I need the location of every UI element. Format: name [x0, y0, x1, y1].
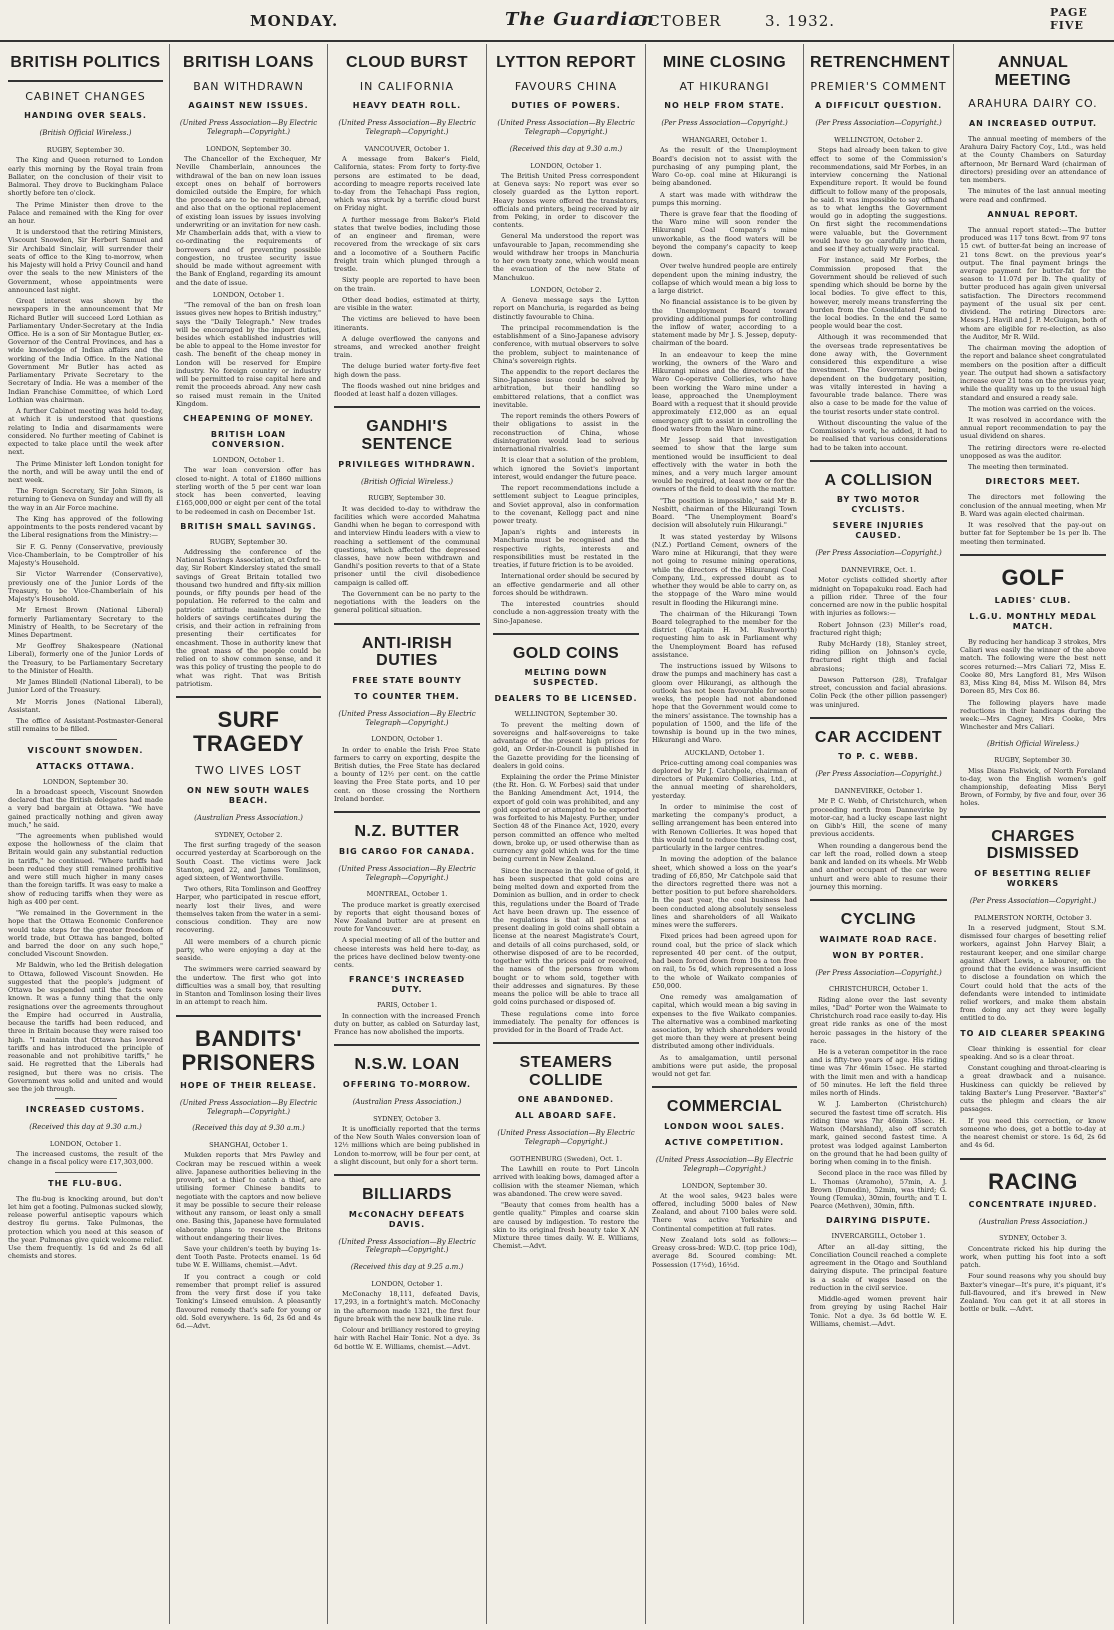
credit-line: (United Press Association—By Electric Telegraph—Copyright.): [338, 864, 476, 882]
deck: WON BY PORTER.: [832, 950, 925, 960]
divider: [334, 1044, 480, 1046]
paragraph: All were members of a church picnic party, who were enjoying a day at the seaside.: [176, 937, 321, 963]
paragraph: The victims are believed to have been itinerants.: [334, 315, 480, 332]
divider: [960, 554, 1106, 556]
paragraph: In an endeavour to keep the mine working, the owners of the Waro and Hikurangi mines and the directors of the Waro Co-operative Collieries, who have been working the Waro mine under a lease, approached the Unemployment Board with a request that it should provide approximately £12,000 as an equal emergency gift to assist in controlling the flood waters from the Waro mine.: [652, 350, 797, 433]
deck: HOPE OF THEIR RELEASE.: [180, 1080, 317, 1090]
paragraph: Great interest was shown by the newspapers in the announcement that Mr Richard Butler will succeed Lord Lothian as Parliamentary Under-Secretary at the India Office. He is a son of Sir Montague Butler, ex-Governor of the Central Provinces, and has a wide knowledge of Indian affairs and the working of the India Office. In the National Government Mr Butler has acted as Parliamentary Private Secretary to the Secretary of India. He was a member of the Indian Franchise Committee, of which Lord Lothian was chairman.: [8, 297, 163, 404]
dateline: SYDNEY, October 3.: [999, 1234, 1067, 1243]
paragraph: The Prime Minister then drove to the Palace and remained with the King for over an hour.: [8, 200, 163, 225]
deck: TO AID CLEARER SPEAKING: [960, 1028, 1106, 1038]
deck: AN INCREASED OUTPUT.: [968, 118, 1098, 128]
headline: BANDITS' PRISONERS: [181, 1025, 316, 1075]
paragraph: No financial assistance is to be given by the Unemployment Board toward providing additional pumps for controlling the inflow of water, according to a statement made by Mr J. S. Jessep, deputy-chairman of the board.: [652, 298, 797, 348]
paragraph: It was decided to-day to withdraw the facilities which were accorded Mahatma Gandhi when he began to correspond with and interview Hindu leaders with a view to reaching a settlement of the communal questions, which affected the depressed classes, have now been withdrawn and Gandhi's position reverts to that of a State prisoner until the civil disobedience campaign is called off.: [334, 504, 480, 587]
paragraph: International order should be secured by an effective gendarmerie and all other forces should be withdrawn.: [493, 572, 639, 597]
dateline: LONDON, October 2.: [530, 285, 602, 294]
paragraph: A message from Baker's Field, California, states: From forty to forty-five persons are estimated to be dead, according to meagre reports received late to-day from the Tehachapi Pass region, which was struck by a terrific cloud burst on Friday night.: [334, 155, 480, 213]
subheadline: PREMIER'S COMMENT: [810, 79, 947, 93]
masthead-month: OCTOBER: [635, 12, 722, 30]
paragraph: In a broadcast speech, Viscount Snowden declared that the British delegates had made a very bad bargain at Ottawa. "We have gained practically nothing and given away much," he said.: [8, 787, 163, 829]
paragraph: The principal recommendation is the establishment of a Sino-Japanese advisory conference, with mutual observers to solve the problem, subject to maintenance of China's sovereign rights.: [493, 323, 639, 365]
paragraph: A special meeting of all of the butter and cheese interests was held here to-day, as the prices have declined below twenty-one cents.: [334, 936, 480, 970]
paragraph: A further message from Baker's Field states that twelve bodies, including those of an engineer and fireman, were recovered from the wreckage of six cars and a locomotive of a Southern Pacific freight train which plunged through a trestle.: [334, 215, 480, 274]
paragraph: He is a veteran competitor in the race and is fifty-two years of age. His riding time was 7hr 46min 15sec. He started with the limit men and with a handicap of 50 minutes. He left the field three miles north of Hinds.: [810, 1048, 947, 1098]
deck: ONE ABANDONED.: [517, 1095, 615, 1105]
paragraph: By reducing her handicap 3 strokes, Mrs Caliari was easily the winner of the above match. The following were the best nett scores returned:—Mrs Caliari 72, Miss E. Cooke 80, Mrs Langford 81, Mrs Wilson 83, Miss King 84, Miss M. Wilson 84, Mrs Doreen 85, Mrs Cox 86.: [960, 637, 1106, 696]
headline: RETRENCHMENT: [810, 54, 951, 71]
dateline: GOTHENBURG (Sweden), Oct. 1.: [509, 1154, 623, 1163]
dateline: DANNEVIRKE, October 1.: [834, 787, 923, 796]
paragraph: General Ma understood the report was unfavourable to Japan, recommending she would withdraw her troops in Manchuria to her own treaty zone, which would mean the evacuation of the new State of Manchukuo.: [493, 232, 639, 282]
paragraph: There is grave fear that the flooding of the Waro mine will soon render the Hikurangi Coal Company's mine unworkable, as the flood waters will be beyond the company's capacity to keep down.: [652, 209, 797, 260]
credit-line: (United Press Association—By Electric Telegraph—Copyright.): [338, 119, 476, 137]
dateline: LONDON, October 1.: [371, 1279, 443, 1288]
paragraph: "The removal of the ban on fresh loan issues gives new hopes to British industry," says the "Daily Telegraph." New trades will be encouraged by the import duties, besides which established industries will be able to appeal to the Home investor for cash. The benefit of the cheap money in London will be reserved for Empire industry. No foreign country or industry will be permitted to raise capital here and remit the proceeds abroad. Any new cash so raised must remain in the United Kingdom.: [176, 301, 321, 408]
deck: MELTING DOWN SUSPECTED.: [524, 668, 608, 688]
deck: VISCOUNT SNOWDEN.: [27, 745, 144, 755]
credit-line: (Received this day at 9.30 a.m.): [29, 1123, 142, 1132]
deck: OF BESETTING RELIEF WORKERS: [974, 868, 1092, 888]
paragraph: The Foreign Secretary, Sir John Simon, is returning to Geneva on Sunday and will fly all the way in an Air Force machine.: [8, 487, 163, 512]
paragraph: Over twelve hundred people are entirely dependent upon the mining industry, the collapse of which would mean a big loss to a large district.: [652, 262, 797, 296]
credit-line: (Per Press Association—Copyright.): [815, 549, 942, 558]
paragraph: In a reserved judgment, Stout S.M. dismissed four charges of besetting relief workers, against John Harvey Blair, a restaurant keeper, and one similar charge against Albert Lewis, a labourer, on the ground that the evidence was insufficient to disclose a foundation on which the Court could hold that the acts of the defendants were intended to intimidate relief workers, and make them abstain from doing any act they were legally entitled to do.: [960, 923, 1106, 1023]
paragraph: The directors met following the conclusion of the annual meeting, when Mr B. Ward was again elected chairman.: [960, 493, 1106, 518]
column-annual-meeting: [953, 44, 1112, 1624]
deck: CHEAPENING OF MONEY.: [183, 414, 314, 424]
column-british-loans: [169, 44, 327, 1624]
deck: LADIES' CLUB.: [994, 595, 1072, 605]
deck: SEVERE INJURIES CAUSED.: [832, 521, 925, 541]
paragraph: Since the increase in the value of gold, it has been suspected that gold coins are being melted down and exported from the Dominion as bullion, and in order to check this, regulations under the Board of Trade Act have been drawn up. The essence of the regulations is that all persons at present dealing in gold coins shall obtain a license at the nearest Magistrate's Court, and details of all coins purchased, sold, or otherwise disposed of are to be recorded, together with the prices paid or received, the names of the persons from whom bought or to whom sold, together with their addresses and signatures. By these means the police will be able to trace all gold coins purchased or disposed of.: [493, 866, 639, 1007]
headline: COMMERCIAL: [666, 1098, 783, 1116]
subheadline: CABINET CHANGES: [25, 89, 146, 103]
divider: [810, 899, 947, 901]
paragraph: Steps had already been taken to give effect to some of the Commission's recommendations, said Mr Forbes, in an interview concerning the National Expenditure report. It would be found difficult to follow many of the proposals, he said. It was impossible to say offhand as to what lengths the Government would go in adopting the suggestions. On first sight the recommendations were valuable, but the Government would have to go carefully into them, and see if they actually were practical.: [810, 146, 947, 254]
paragraph: Sir F. G. Penny (Conservative, previously Vice-Chamberlain, to be Comptroller of his Majesty's Household.: [8, 542, 163, 568]
paragraph: Mr P. C. Webb, of Christchurch, when proceeding north from Dannevirke by motor-car, had a lucky escape last night on Gibb's Hill, the scene of many previous accidents.: [810, 797, 947, 839]
headline: ANTI-IRISH DUTIES: [361, 634, 453, 670]
deck: ALL ABOARD SAFE.: [515, 1111, 617, 1121]
credit-line: (Received this day at 9.25 a.m.): [350, 1263, 464, 1272]
paragraph: The report recommendations include a settlement subject to League principles, and Soviet approval, also in conformation to the covenant, Kellogg pact and nine power treaty.: [493, 484, 639, 525]
paragraph: The deluge buried water forty-five feet high down the pass.: [334, 362, 480, 379]
divider: [176, 1015, 321, 1017]
divider: [960, 816, 1106, 818]
dateline: DANNEVIRKE, Oct. 1.: [841, 566, 916, 575]
deck: WAIMATE ROAD RACE.: [819, 934, 938, 944]
divider: [334, 811, 480, 813]
advertisement: "Beauty that comes from health has a gentle quality." Pimples and coarse skin are caused by indigestion. To restore the skin to its original fresh beauty take X AN Mixture three times daily. W. E. Williams, Chemist.—Advt.: [493, 1201, 639, 1251]
paragraph: The increased customs, the result of the change in a fiscal policy were £17,303,000.: [8, 1150, 163, 1167]
divider: [334, 623, 480, 625]
deck: McCONACHY DEFEATS DAVIS.: [348, 1209, 466, 1229]
paragraph: McConachy 18,111, defeated Davis, 17,293, in a fortnight's match. McConachy in the afternoon made 1321, the first four figure break with the new baulk line rule.: [334, 1290, 480, 1323]
paragraph: Motor cyclists collided shortly after midnight on Topapakuku road. Each had a pillion rider. Three of the four concerned are now in the public hospital with injuries as follows:—: [810, 576, 947, 618]
paragraph: W. J. Lamberton (Christchurch) secured the fastest time off scratch. His riding time was 7hr 46min 35sec. H. Watson (Marshland), also off scratch mark, gained second fastest time. A protest was lodged against Lamberton on the ground that he had been guilty of boring when coming in to the finish.: [810, 1100, 947, 1167]
paragraph: Concentrate ricked his hip during the work, when putting his foot into a soft patch.: [960, 1244, 1106, 1270]
advertisement: The flu-bug is knocking around, but don't let him get a footing. Pulmonas sucked slowly, release powerful antiseptic vapours which destroy flu germs. Take Pulmonas, the protection which you need at this season of the year. Pulmonas give quick welcome relief. Use them frequently. 1s 6d and 2s 6d all chemists and stores.: [8, 1194, 163, 1261]
dateline: WELLINGTON, October 2.: [834, 136, 923, 145]
subheadline: FAVOURS CHINA: [514, 79, 618, 93]
dateline: LONDON, October 1.: [371, 735, 443, 744]
paragraph: The chairman moving the adoption of the report and balance sheet congratulated members on the position after a difficult year. The output had shown a satisfactory increase over 21 tons on the previous year, while the quality was up to the usual high standard and ensured a ready sale.: [960, 344, 1106, 402]
paragraph: The annual report stated:—The butter produced was 117 tons 8cwt. from 97 tons 15 cwt. of butter-fat being an increase of 21 tons 8cwt. on the previous year's output. The final payment brings the average payment for butter-fat for the season to 11.07d per lb. The quality of butter produced has again given universal satisfaction. The Directors recommend payment of the usual six per cent. dividend. The retiring Directors are: Messrs J. Havill and J. P. McGuigan, both of whom are eligible for re-election, as also the Auditor, Mr R. Wild.: [960, 225, 1106, 341]
paragraph: The instructions issued by Wilsons to draw the pumps and machinery has cast a gloom over Hikurangi, as although the outlook has not been favourable for some weeks, the people had not abandoned hope that the Government would come to the miners' assistance. The township has a population of 1500, and the life of the township is bound up in the two mines, Hikurangi and Waro.: [652, 662, 797, 745]
credit-line: (United Press Association—By Electric Telegraph—Copyright.): [655, 1156, 794, 1173]
paragraph: The floods washed out nine bridges and flooded at least half a dozen villages.: [334, 381, 480, 399]
paragraph: After an all-day sitting, the Conciliation Council reached a complete agreement in the Otago and Southland dairying dispute. The principal feature is a scale of wages based on the reduction in the civil service.: [810, 1242, 947, 1292]
subheadline: AT HIKURANGI: [679, 79, 770, 93]
paragraph: A start was made with withdraw the pumps this morning.: [652, 190, 797, 207]
advertisement: Four sound reasons why you should buy Baxter's vinegar—It's pure, it's piquant, it's full-flavoured, and it's brewed in New Zealand. You can get it at all stores in bottle or bulk. —Advt.: [960, 1272, 1106, 1314]
column-cloud-burst: [327, 44, 486, 1624]
paragraph: When rounding a dangerous bend the car left the road, rolled down a steep bank and landed on its wheels. Mr Webb and another occupant of the car were unhurt and were able to resume their journey this morning.: [810, 841, 947, 891]
paragraph: Two others, Rita Tomlinson and Geoffrey Harper, who participated in rescue effort, nearly lost their lives, and were themselves taken from the water in a semi-conscious condition. They are now recovering.: [176, 885, 321, 935]
divider: [55, 1098, 117, 1099]
credit-line: (United Press Association—By Electric Telegraph—Copyright.): [497, 119, 635, 137]
dateline: LONDON, October 1.: [530, 161, 602, 170]
subheadline: ARAHURA DAIRY CO.: [968, 97, 1098, 111]
paragraph: The Lawhill en route to Port Lincoln arrived with leaking bows, damaged after a collision with the steamer Nieman, which was abandoned. The crew were saved.: [493, 1165, 639, 1198]
divider: [652, 1086, 797, 1088]
paragraph: The annual meeting of members of the Arahura Dairy Factory Coy., Ltd., was held at the County Chambers on Saturday afternoon, Mr Bernard Ward (chairman of directors) presiding over an attendance of ten members.: [960, 134, 1106, 185]
advertisement: Middle-aged women prevent hair from greying by using Rachel Hair Tonic. Not a dye. 3s 6d bottle W. E. Williams, chemist.—Advt.: [810, 1295, 947, 1328]
paragraph: Mr Jessep said that investigation seemed to show that the large sum mentioned would be insufficient to deal effectively with the water in both the mines, and a very much larger amount would be required, at least now or for the owners of the field to deal with the matter.: [652, 436, 797, 494]
dateline: VANCOUVER, October 1.: [364, 144, 450, 153]
credit-line: (United Press Association—By Electric Telegraph—Copyright.): [179, 1098, 318, 1116]
deck: OFFERING TO-MORROW.: [342, 1079, 472, 1089]
advertisement: Clear thinking is essential for clear speaking. And so is a clear throat.: [960, 1044, 1106, 1061]
deck: FRANCE'S INCREASED DUTY.: [348, 975, 466, 995]
divider: [55, 1172, 117, 1173]
paragraph: In order to enable the Irish Free State farmers to carry on exporting, despite the British duties, the Free State has declared a bounty of 12½ per cent. on the cattle leaving the Free State ports, and 10 per cent. on those crossing the Northern Ireland border.: [334, 745, 480, 803]
paragraph: Although it was recommended that the overseas trade representatives be done away with, the Government considered this expenditure a wise investment. The Government, being dependent on the budgetary position, was vitally interested in having a favourable trade balance. There was also a case to be made for the value of the tourist resorts under state control.: [810, 333, 947, 416]
headline: MINE CLOSING: [662, 54, 787, 71]
paragraph: The King has approved of the following appointments to the posts rendered vacant by the Liberal resignations from the Ministry:—: [8, 514, 163, 540]
divider: [334, 1174, 480, 1176]
paragraph: It was resolved that the pay-out on butter fat for September be 1s per lb. The meeting then terminated.: [960, 521, 1106, 546]
headline: A COLLISION: [824, 471, 933, 489]
paragraph: The Chancellor of the Exchequer, Mr Neville Chamberlain, announces the withdrawal of the ban on new loan issues except ones on behalf of borrowers domiciled outside the Empire, for which the proceeds are to be remitted abroad, and also that on the optional replacement of existing loan issues by issues involving underwriting or an invitation for new cash. Mr Chamberlain adds that, with a view to co-ordinating the requirements of borrowers and of preventing possible congestion, no trustee security issue should be made without agreement with the Bank of England, regarding its amount and the date of issue.: [176, 155, 321, 287]
paragraph: Ruby McHardy (18), Stanley street, riding pillion on Johnson's cycle, fractured right thigh and facial abrasions;: [810, 639, 947, 673]
dateline: WELLINGTON, September 30.: [514, 710, 618, 719]
paragraph: Explaining the order the Prime Minister (the Rt. Hon. G. W. Forbes) said that under the Banking Amendment Act, 1914, the export of gold coin was prohibited, and any gold exported or attempted to be exported was forfeited to his Majesty. Further, under Section 48 of the Finance Act, 1920, every person committed an offence who melted down, broke up, or used otherwise than as currency any gold which was for the time being current in New Zealand.: [493, 773, 639, 864]
headline: CHARGES DISMISSED: [986, 827, 1080, 863]
paragraph: The meeting then terminated.: [968, 463, 1069, 472]
deck: NO HELP FROM STATE.: [664, 101, 785, 111]
paragraph: The British United Press correspondent at Geneva says: No report was ever so closely guarded as the Lytton report. Heavy boxes were offered the translators, officials and printers, being received by air from Peking, in order to discover the contents.: [493, 171, 639, 230]
paragraph: Miss Diana Fishwick, of North Foreland to-day, won the English women's golf championship, defeating Miss Beryl Brown, of Formby, by five and four, over 36 holes.: [960, 766, 1106, 808]
dateline: AUCKLAND, October 1.: [684, 748, 765, 757]
paragraph: Mukden reports that Mrs Pawley and Cockran may be rescued within a week alive. Japanese authorities believing in the proverb, set a thief to catch a thief, are utilising former Chinese bandits to negotiate with the captors and now believe it may be possible to secure their release without any ransom, or least only a small one. Basing this, Japanese have formulated elaborate plans to rescue the Britons without endangering their lives.: [176, 1151, 321, 1242]
paragraph: The Government can be no party to the negotiations with the leaders on the general political situation.: [334, 589, 480, 615]
headline: BRITISH POLITICS: [10, 54, 161, 71]
dateline: SYDNEY, October 3.: [373, 1114, 441, 1123]
dateline: LONDON, September 30.: [42, 777, 129, 786]
advertisement: Save your children's teeth by buying 1s-dent Tooth Paste. Protects enamel. 1s 6d tube W. E. Williams, chemist.—Advt.: [176, 1244, 321, 1270]
dateline: PARIS, October 1.: [376, 1001, 438, 1010]
dateline: LONDON, October 1.: [212, 290, 285, 299]
paragraph: The produce market is greatly exercised by reports that eight thousand boxes of New Zealand butter are at present en route for Vancouver.: [334, 900, 480, 934]
deck: ON NEW SOUTH WALES BEACH.: [186, 786, 311, 806]
headline: N.S.W. LOAN: [354, 1056, 460, 1074]
paragraph: "The position is impossible," said Mr B. Nesbitt, chairman of the Hikurangi Town Board. "The Unemployment Board's decision will absolutely ruin Hikurangi.": [652, 496, 797, 530]
credit-line: (Per Press Association—Copyright.): [815, 770, 942, 779]
paragraph: The appendix to the report declares the Sino-Japanese issue could be solved by arbitration, but their handling so embittered relations, that a conflict was inevitable.: [493, 367, 639, 409]
credit-line: (Per Press Association—Copyright.): [661, 119, 788, 128]
credit-line: (Received this day at 9.30 a.m.): [192, 1124, 305, 1133]
credit-line: (United Press Association—By Electric Telegraph—Copyright.): [338, 709, 476, 727]
paragraph: One remedy was amalgamation of capital, which would mean a big saving in expenses to the five Waikato companies. The alternative was a combined marketing association, by which shareholders would get more than they were at present being distributed among other individuals.: [652, 993, 797, 1051]
column-lytton-report: [486, 44, 645, 1624]
deck: BRITISH LOAN CONVERSION.: [210, 430, 287, 450]
paragraph: Sixty people are reported to have been on the train.: [334, 276, 480, 293]
paragraph: At the wool sales, 9423 bales were offered, including 5000 bales of New Zealand, and about 7100 bales were sold. There was active Yorkshire and Continental competition at full rates.: [652, 1191, 797, 1233]
paragraph: Japan's rights and interests in Manchuria must be recognised and the respective rights, interests and responsibilities must be restated in the treaties, if future friction is to be avoided.: [493, 528, 639, 570]
paragraph: Sir Victor Warrender (Conservative), previously one of the Junior Lords of the Treasury, to be Vice-Chamberlain of his Majesty's Household.: [8, 570, 163, 604]
headline: LYTTON REPORT: [496, 54, 636, 71]
paragraph: It is clear that a solution of the problem, which ignored the Soviet's important interest, would endanger the future peace.: [493, 456, 639, 481]
headline: CAR ACCIDENT: [814, 728, 943, 746]
headline: GANDHI'S SENTENCE: [361, 418, 453, 453]
credit-line: (United Press Association—By Electric Telegraph—Copyright.): [338, 1237, 476, 1255]
masthead-day: MONDAY.: [250, 12, 339, 30]
headline: STEAMERS COLLIDE: [519, 1054, 613, 1089]
paragraph: The war loan conversion offer has closed to-night. A total of £1860 millions sterling worth of the 5 per cent war loan stock has been converted, leaving £165,000,000 or eight per cent of the total to be redeemed in cash on December 1st.: [176, 466, 321, 516]
paragraph: Mr James Blindell (National Liberal), to be Junior Lord of the Treasury.: [8, 678, 163, 695]
headline: CYCLING: [840, 911, 917, 929]
dateline: RUGBY, September 30.: [46, 146, 125, 155]
dateline: RUGBY, September 30.: [368, 494, 446, 503]
paragraph: Mr Geoffrey Shakespeare (National Liberal), formerly one of the Junior Lords of the Treasury, to be Parliamentary Secretary to the Minister of Health.: [8, 642, 163, 675]
masthead: [0, 0, 1114, 42]
dateline: CHRISTCHURCH, October 1.: [829, 985, 928, 994]
deck: CONCENTRATE INJURED.: [968, 1199, 1098, 1209]
advertisement: If you contract a cough or cold remember that prompt relief is assured from the very first dose if you take Tonking's Linseed emulsion. A pleasantly flavoured remedy that's safe for young or old. Sold everywhere. 1s 6d, 2s 6d and 4s 6d.—Advt.: [176, 1272, 321, 1331]
paragraph: It is understood that the retiring Ministers, Viscount Snowden, Sir Herbert Samuel and Sir Archibald Sinclair, will surrender their seats of office to the King to-morrow, when his Majesty will hold a Privy Council and hand over the seals to the new Ministers of the Government, whose appointments were announced last night.: [8, 228, 163, 294]
deck: FREE STATE BOUNTY: [352, 675, 462, 685]
dateline: SHANGHAI, October 1.: [209, 1141, 288, 1150]
paragraph: The report reminds the others Powers of their obligations to assist in the reconstruction of China, whose disintegration would lead to serious international rivalries.: [493, 412, 639, 454]
credit-line: (United Press Association—By Electric Telegraph—Copyright.): [179, 119, 318, 137]
paragraph: The King and Queen returned to London early this morning by the Royal train from Ballater, on the conclusion of their visit to Balmoral. They drove to Buckingham Palace shortly before ten o'clock.: [8, 156, 163, 198]
paragraph: In moving the adoption of the balance sheet, which showed a loss on the year's trading of £6,850, Mr Catchpole said that the directors regretted there was not a better position to put before shareholders. In the past year, the coal business had been conducted along absolutely senseless lines and shareholders of all Waikato mines were the sufferers.: [652, 855, 797, 930]
deck: INCREASED CUSTOMS.: [25, 1105, 146, 1115]
subheadline: BAN WITHDRAWN: [193, 79, 304, 93]
deck: ACTIVE COMPETITION.: [664, 1138, 785, 1147]
paragraph: It was resolved in accordance with the annual report recommendation to pay the usual dividend on shares.: [960, 415, 1106, 441]
headline: CLOUD BURST: [346, 54, 468, 71]
column-mine-closing: [645, 44, 803, 1624]
paragraph: "We remained in the Government in the hope that the Ottawa Economic Conference would take steps for the greater freedom of world trade, but Ottawa has banged, bolted and barred the door on any such hope," concluded Viscount Snowden.: [8, 909, 163, 959]
deck: L.G.U. MONTHLY MEDAL MATCH.: [969, 611, 1097, 631]
paragraph: The office of Assistant-Postmaster-General still remains to be filled.: [8, 717, 163, 734]
paragraph: The minutes of the last annual meeting were read and confirmed.: [960, 187, 1106, 204]
credit-line: (Australian Press Association.): [352, 1097, 462, 1106]
credit-line: (British Official Wireless.): [987, 739, 1079, 748]
divider: [810, 717, 947, 719]
paragraph: It is unofficially reported that the terms of the New South Wales conversion loan of 12½ millions which are being published in London to-morrow, will be four per cent, at a slight discount, but only for a short term.: [334, 1124, 480, 1166]
paragraph: For instance, said Mr Forbes, the Commission proposed that the Government should be relieved of such spending which should be borne by the local bodies. To give effect to this, however, merely means transferring the burden from the Consolidated Fund to the local bodies. In the end the same people would bear the cost.: [810, 256, 947, 331]
paragraph: A further Cabinet meeting was held to-day, at which it is understood that questions relating to India and disarmaments were considered. No further meeting of Cabinet is expected to take place until the week after next.: [8, 407, 163, 457]
dateline: SYDNEY, October 2.: [214, 830, 283, 839]
paragraph: Second place in the race was filled by L. Thomas (Aramoho), 57min, A. J. Brown (Dunedin), 52min, was third; G. Young (Temuka), 30min, fourth; and T. I. Pearce (Methven), 30min, fifth.: [810, 1169, 947, 1211]
paragraph: Riding alone over the last seventy miles, "Dad" Porter won the Waimate to Christchurch road race easily to-day. His great ride ranks as one of the most heroic passages in the history of the race.: [810, 995, 947, 1045]
paragraph: Mr Baldwin, who led the British delegation to Ottawa, followed Viscount Snowden. He suggested that the people's judgment of Ottawa be suspended until the facts were known. It was a funny thing that the only resignations over the agreements throughout the Empire had occurred in Australia, because the tariffs had been reduced, and three in Britain because they were raised too high. "I maintain that Ottawa has lowered tariffs and has introduced the principle of reasonable and not prohibitive tariffs," he said. He regretted that the Liberals had resigned, but there was no crisis. The Government was solid and united and would see the job through.: [8, 961, 163, 1093]
dateline: MONTREAL, October 1.: [366, 890, 448, 899]
divider: [8, 80, 163, 82]
deck: TO P. C. WEBB.: [838, 752, 919, 762]
paragraph: Other dead bodies, estimated at thirty, are visible in the water.: [334, 295, 480, 313]
paragraph: A deluge overflowed the canyons and streams, and wrecked another freight train.: [334, 334, 480, 360]
headline: ANNUAL MEETING: [994, 54, 1072, 89]
credit-line: (United Press Association—By Electric Telegraph—Copyright.): [497, 1129, 635, 1147]
paragraph: Robert Johnson (23) Miller's road, fractured right thigh;: [810, 620, 947, 637]
credit-line: (Per Press Association—Copyright.): [815, 968, 942, 977]
headline: BRITISH LOANS: [183, 54, 314, 71]
headline: GOLD COINS: [512, 644, 620, 662]
divider: [960, 1158, 1106, 1160]
paragraph: As the result of the Unemployment Board's decision not to assist with the purchasing of any pumping plant, the Waro Co-op. coal mine at Hikurangi is being abandoned.: [652, 146, 797, 188]
dateline: LONDON, September 30.: [205, 144, 292, 153]
paragraph: In order to minimise the cost of marketing the company's product, a selling arrangement has been entered into with Renown Collieries. It was hoped that this would tend to reduce this trading cost, particularly in the larger centres.: [652, 802, 797, 853]
dateline: WHANGAREI, October 1.: [681, 136, 768, 145]
paragraph: "The agreements when published would expose the hollowness of the claim that Britain would gain any substantial reduction in tariffs," he continued. "Where tariffs had been reduced they still remained prohibitive and were still much higher in many cases than the foreign tariffs. It was easy to make a show of reducing tariffs when they were as high as 400 per cent.: [8, 831, 163, 906]
divider: [176, 696, 321, 698]
divider: [493, 1042, 639, 1044]
paragraph: Without discounting the value of the Commission's work, he added, it had to be realised that various considerations had to be taken into account.: [810, 418, 947, 452]
deck: TO COUNTER THEM.: [354, 691, 460, 701]
deck: BRITISH SMALL SAVINGS.: [180, 521, 317, 531]
divider: [334, 406, 480, 408]
paragraph: The first surfing tragedy of the season occurred yesterday at Scarborough on the South Coast. The victims were Jack Stanton, aged 22, and James Tomlinson, aged sixteen, of Wentworthville.: [176, 841, 321, 883]
advertisement: Colour and brilliancy restored to greying hair with Rachel Hair Tonic. Not a dye. 3s 6d bottle W. E. Williams, chemist.—Advt.: [334, 1326, 480, 1351]
paragraph: New Zealand lots sold as follows:—Greasy cross-bred: W.D.C. (top price 10d), average 8d. Scoured combing: Mt. Possession (17½d), 16½d.: [652, 1235, 797, 1269]
masthead-date: 3. 1932.: [765, 12, 836, 30]
paragraph: The chairman of the Hikurangi Town Board telegraphed to the member for the district (Captain H. M. Rushworth) requesting him to ask in Parliament why the Unemployment Board has refused assistance.: [652, 609, 797, 659]
credit-line: (British Official Wireless.): [361, 477, 453, 486]
masthead-page: PAGE FIVE: [1050, 6, 1088, 32]
deck: HEAVY DEATH ROLL.: [352, 101, 462, 111]
deck: BIG CARGO FOR CANADA.: [339, 846, 475, 856]
deck: BY TWO MOTOR CYCLISTS.: [836, 495, 921, 515]
credit-line: (Per Press Association—Copyright.): [969, 896, 1097, 905]
divider: [810, 460, 947, 462]
dateline: RUGBY, September 30.: [994, 756, 1072, 765]
headline: RACING: [988, 1168, 1078, 1194]
paragraph: As to amalgamation, until personal ambitions were put aside, the proposal would not get far.: [652, 1053, 797, 1079]
headline: N.Z. BUTTER: [354, 823, 460, 841]
paragraph: Dawson Patterson (28), Trafalgar street, concussion and facial abrasions. Colin Peck (the other pillion passenger) was uninjured.: [810, 675, 947, 709]
column-retrenchment: [803, 44, 953, 1624]
credit-line: (Per Press Association—Copyright.): [815, 119, 942, 128]
dateline: RUGBY, September 30.: [209, 537, 288, 546]
deck: HANDING OVER SEALS.: [24, 111, 147, 121]
deck: A DIFFICULT QUESTION.: [814, 101, 943, 111]
advertisement: If you need this correction, or know someone who does, get a bottle to-day at the nearest chemist or store. 1s 6d, 2s 6d and 4s 6d.: [960, 1116, 1106, 1150]
headline: GOLF: [1001, 564, 1065, 590]
paragraph: The Prime Minister left London tonight for the north, and will be away until the end of next week.: [8, 459, 163, 484]
headline: BILLIARDS: [362, 1186, 452, 1204]
credit-line: (Australian Press Association.): [978, 1217, 1088, 1226]
dateline: LONDON, October 1.: [49, 1139, 122, 1148]
paragraph: To prevent the melting down of sovereigns and half-sovereigns to take advantage of the present high prices for gold, an Order-in-Council is published in the Gazette providing for the licensing of dealers in gold coins.: [493, 720, 639, 770]
paragraph: In connection with the increased French duty on butter, as cabled on Saturday last, France has now abolished the imports.: [334, 1011, 480, 1037]
subheadline: TWO LIVES LOST: [195, 764, 302, 778]
credit-line: (Received this day at 9.30 a.m.): [509, 144, 623, 153]
paragraph: The motion was carried on the voices.: [968, 404, 1096, 413]
deck: DEALERS TO BE LICENSED.: [494, 694, 638, 704]
paragraph: Mr Morris Jones (National Liberal), Assistant.: [8, 697, 163, 714]
masthead-title: The Guardian: [505, 9, 655, 30]
deck: ATTACKS OTTAWA.: [36, 761, 135, 771]
deck: DAIRYING DISPUTE.: [825, 1216, 932, 1226]
deck: ANNUAL REPORT.: [987, 209, 1079, 219]
deck: THE FLU-BUG.: [48, 1178, 123, 1188]
advertisement: Constant coughing and throat-clearing is a great drawback and a nuisance. Huskiness can quickly be relieved by taking Baxter's Lung Preserver. "Baxter's" cuts the phlegm and clears the air passages.: [960, 1064, 1106, 1114]
dateline: LONDON, October 1.: [212, 456, 285, 465]
paragraph: The retiring directors were re-elected unopposed as was the auditor.: [960, 443, 1106, 460]
dateline: PALMERSTON NORTH, October 3.: [974, 913, 1092, 922]
divider: [493, 633, 639, 635]
dateline: LONDON, September 30.: [681, 1181, 768, 1190]
paragraph: Addressing the conference of the National Savings Association, at Oxford to-day, Sir Robert Kindersley stated the small savings of Great Britain totalled two thousand two hundred and fifty-six million pounds, or fifty pounds per head of the population. He referred to the calm and patriotic attitude maintained by the holders of savings certificates during the crisis, and their action in refraining from presenting their certificates for encashment. Those in authority knew that the great mass of the people could be relied on to show common sense, and it was this policy of trusting the people to do what was right. That was British patriotism.: [176, 547, 321, 688]
credit-line: (Australian Press Association.): [194, 814, 303, 823]
deck: PRIVILEGES WITHDRAWN.: [338, 459, 476, 469]
paragraph: It was stated yesterday by Wilsons (N.Z.) Portland Cement, owners of the Waro mine at Hikurangi, that they were not going to resume mining operations, while the directors of the Hikurangi Coal Company, Ltd., expressed doubt as to whether they would be able to carry on, as the stoppage of the Waro mine would result in flooding the Hikurangi mine.: [652, 532, 797, 607]
deck: DIRECTORS MEET.: [985, 477, 1081, 487]
paragraph: A Geneva message says the Lytton report on Manchuria, is regarded as being distinctly favourable to China.: [493, 296, 639, 321]
paragraph: Mr Ernest Brown (National Liberal) formerly Parliamentary Secretary to the Ministry of Health, to be Secretary of the Mines Department.: [8, 606, 163, 639]
deck: DUTIES OF POWERS.: [511, 101, 621, 111]
headline: SURF TRAGEDY: [192, 706, 305, 757]
deck: LONDON WOOL SALES.: [664, 1122, 785, 1131]
dateline: INVERCARGILL, October 1.: [831, 1232, 926, 1241]
column-british-politics: [2, 44, 169, 1624]
paragraph: Fixed prices had been agreed upon for round coal, but the price of slack which represented 40 per cent. of the output, had been forced down from 10s a ton free on rail, to 5s 6d, which represented a loss to the whole of Waikato companies of £50,000.: [652, 932, 797, 990]
paragraph: Price-cutting among coal companies was deplored by Mr J. Catchpole, chairman of directors of Pukemiro Collieries, Ltd., at the annual meeting of shareholders, yesterday.: [652, 758, 797, 800]
paragraph: These regulations come into force immediately. The penalty for offences is provided for in the Board of Trade Act.: [493, 1009, 639, 1035]
divider: [55, 739, 117, 740]
subheadline: IN CALIFORNIA: [359, 79, 455, 93]
deck: AGAINST NEW ISSUES.: [188, 101, 309, 111]
paragraph: The following players have made reductions in their handicaps during the week:—Mrs Cagney, Mrs Cooke, Mrs Winchester and Mrs Caliari.: [960, 698, 1106, 732]
paragraph: The interested countries should conclude a non-aggression treaty with the Sino-Japanese.: [493, 600, 639, 625]
paragraph: The swimmers were carried seaward by the undertow. The first who got into difficulties was a small boy, that resulting in Stanton and Tomlinson losing their lives in an attempt to reach him.: [176, 965, 321, 1007]
credit-line: (British Official Wireless.): [39, 129, 132, 138]
